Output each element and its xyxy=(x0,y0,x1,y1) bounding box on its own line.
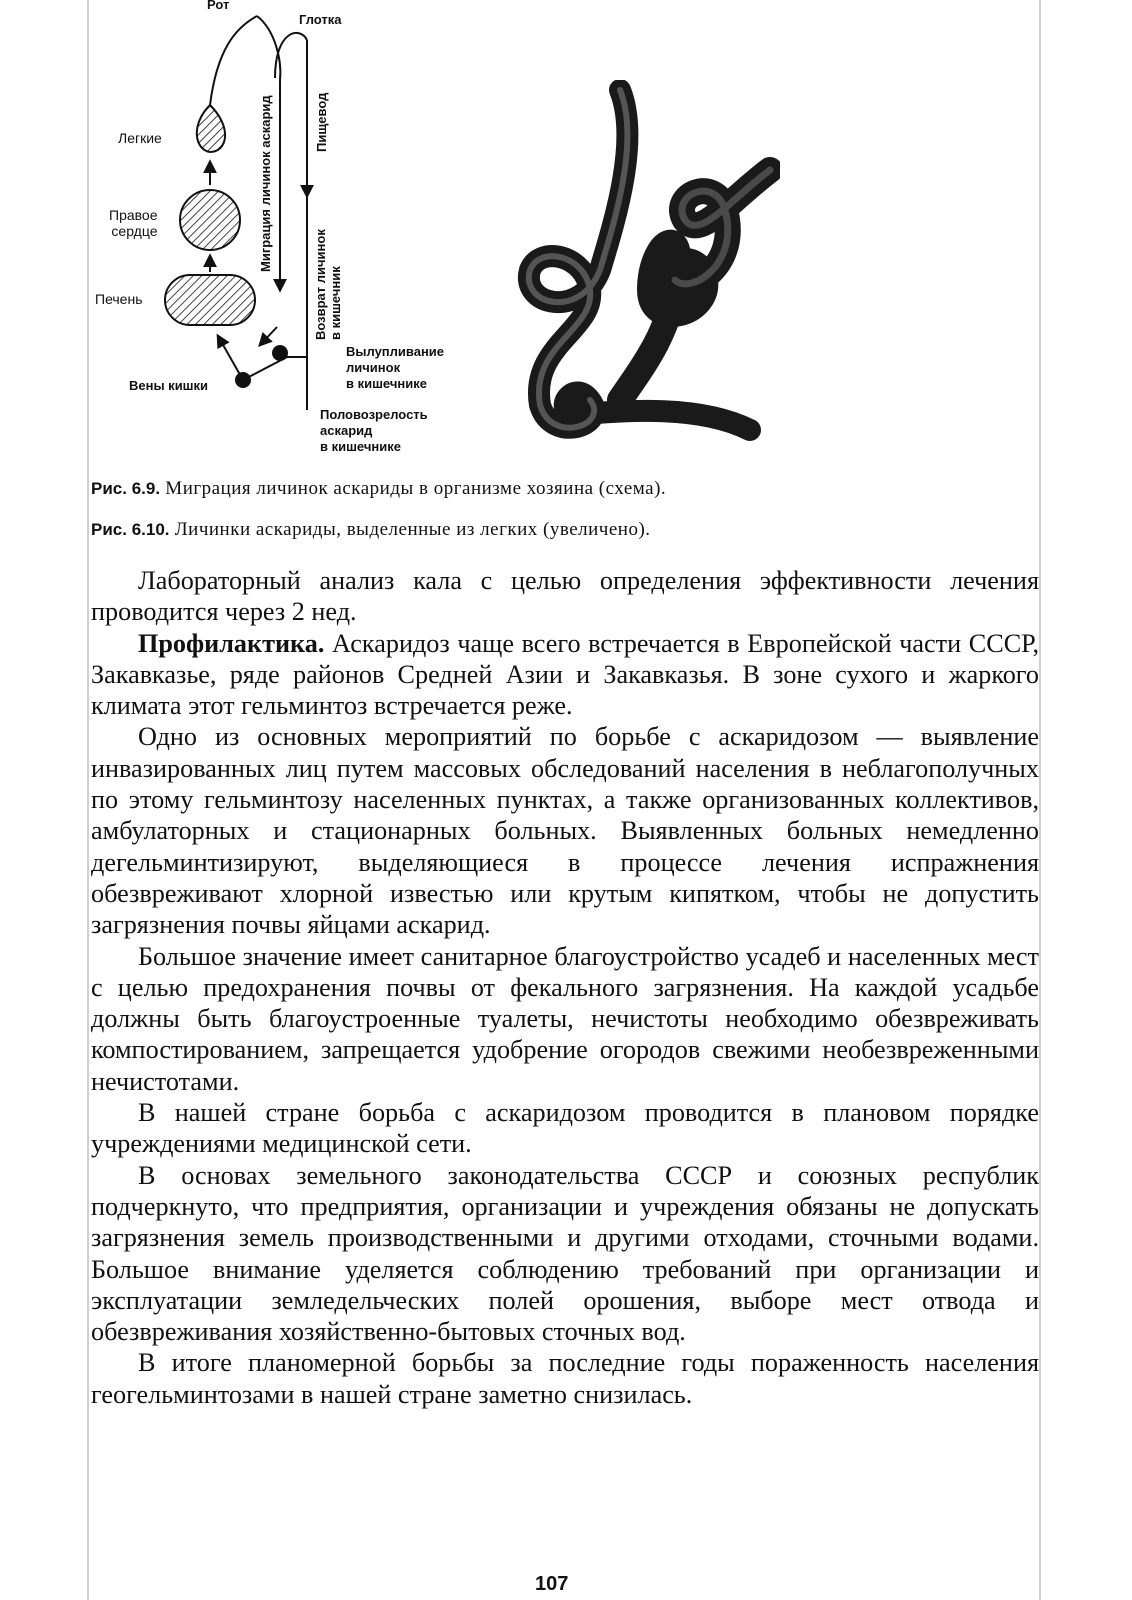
mouth-to-lungs-path xyxy=(210,16,257,105)
label-pharynx: Глотка xyxy=(299,12,342,27)
label-maturity: Половозрелость аскарид в кишечнике xyxy=(320,407,428,454)
label-liver: Печень xyxy=(95,291,143,307)
larvae-photo-svg xyxy=(500,80,780,465)
intestine-veins-node xyxy=(235,372,251,388)
caption-fig-6-10-text: Личинки аскариды, выделенные из легких (увеличено). xyxy=(174,519,651,540)
caption-fig-6-10 xyxy=(91,519,651,541)
hatching-node xyxy=(272,345,288,361)
page-right-border xyxy=(1039,0,1041,1600)
paragraph-land-legislation: В основах земельного законодательства СССР и союзных республик подчеркнуто, что предприятия, организации и учреждения обязаны не допускать загрязнения земель производственными и другими отходами, сточными водами. Большое внимание уделяется соблюдению требований при организации и эксплуатации земледельческих полей орошения, выборе мест отвода и обезвреживания хозяйственно-бытовых сточных вод. xyxy=(91,1160,1039,1347)
label-larvae-migration: Миграция личинок аскарид xyxy=(258,95,273,272)
label-larvae-return: Возврат личинок в кишечник xyxy=(313,229,343,340)
pharynx-curve xyxy=(257,16,280,80)
body-text xyxy=(91,565,1039,1410)
caption-fig-6-9-number: Рис. 6.9. xyxy=(91,479,161,498)
paragraph-prophylaxis xyxy=(91,628,1039,722)
label-mouth: Рот xyxy=(207,0,230,12)
page-number: 107 xyxy=(535,1573,569,1595)
lungs-shape xyxy=(197,105,225,152)
paragraph-main-measures: Одно из основных мероприятий по борьбе с аскаридозом — выявление инвазированных лиц путем массовых обследований населения в неблагополучных по этому гельминтозу населенных пунктах, а также организованных коллективов, амбулаторных и стационарных больных. Выявленных больных немедленно дегельминтизируют, выделяющиеся в процессе лечения испражнения обезвреживают хлорной известью или крутым кипятком, чтобы не допустить загрязнения почвы яйцами аскарид. xyxy=(91,722,1039,940)
heading-prophylaxis: Профилактика. xyxy=(138,628,325,658)
figure-6-10-photo xyxy=(500,80,780,465)
label-intestine-veins: Вены кишки xyxy=(129,378,209,393)
caption-fig-6-10-number: Рис. 6.10. xyxy=(91,520,170,539)
label-esophagus: Пищевод xyxy=(314,92,329,152)
paragraph-prophylaxis-text: Аскаридоз чаще всего встречается в Европейской части СССР, Закавказье, ряде районов Средней Азии и Закавказья. В зоне сухого и жаркого климата этот гельминтоз встречается реже. xyxy=(91,628,1039,721)
paragraph-results: В итоге планомерной борьбы за последние годы пораженность населения геогельминтозами в нашей стране заметно снизилась. xyxy=(91,1348,1039,1409)
liver-shape xyxy=(165,275,255,325)
right-heart-shape xyxy=(180,190,240,250)
label-hatching: Вылупливание личинок в кишечнике xyxy=(346,344,445,391)
paragraph-sanitation: Большое значение имеет санитарное благоустройство усадеб и населенных мест с целью предохранения почвы от фекального загрязнения. На каждой усадьбе должны быть благоустроенные туалеты, нечистоты необходимо обезвреживать компостированием, запрещается удобрение огородов свежими необезвреженными нечистотами. xyxy=(91,941,1039,1096)
paragraph-lab-analysis: Лабораторный анализ кала с целью определения эффективности лечения проводится через 2 нед. xyxy=(91,566,1039,627)
paragraph-planned-fight: В нашей стране борьба с аскаридозом проводится в плановом порядке учреждениями медицинской сети. xyxy=(91,1098,1039,1159)
caption-fig-6-9-text: Миграция личинок аскариды в организме хозяина (схема). xyxy=(165,478,667,499)
label-lungs: Легкие xyxy=(118,130,162,146)
figure-6-9-diagram xyxy=(95,0,495,470)
label-right-heart: Правое сердце xyxy=(109,207,158,239)
caption-fig-6-9 xyxy=(91,478,666,500)
page-left-border xyxy=(87,0,89,1600)
